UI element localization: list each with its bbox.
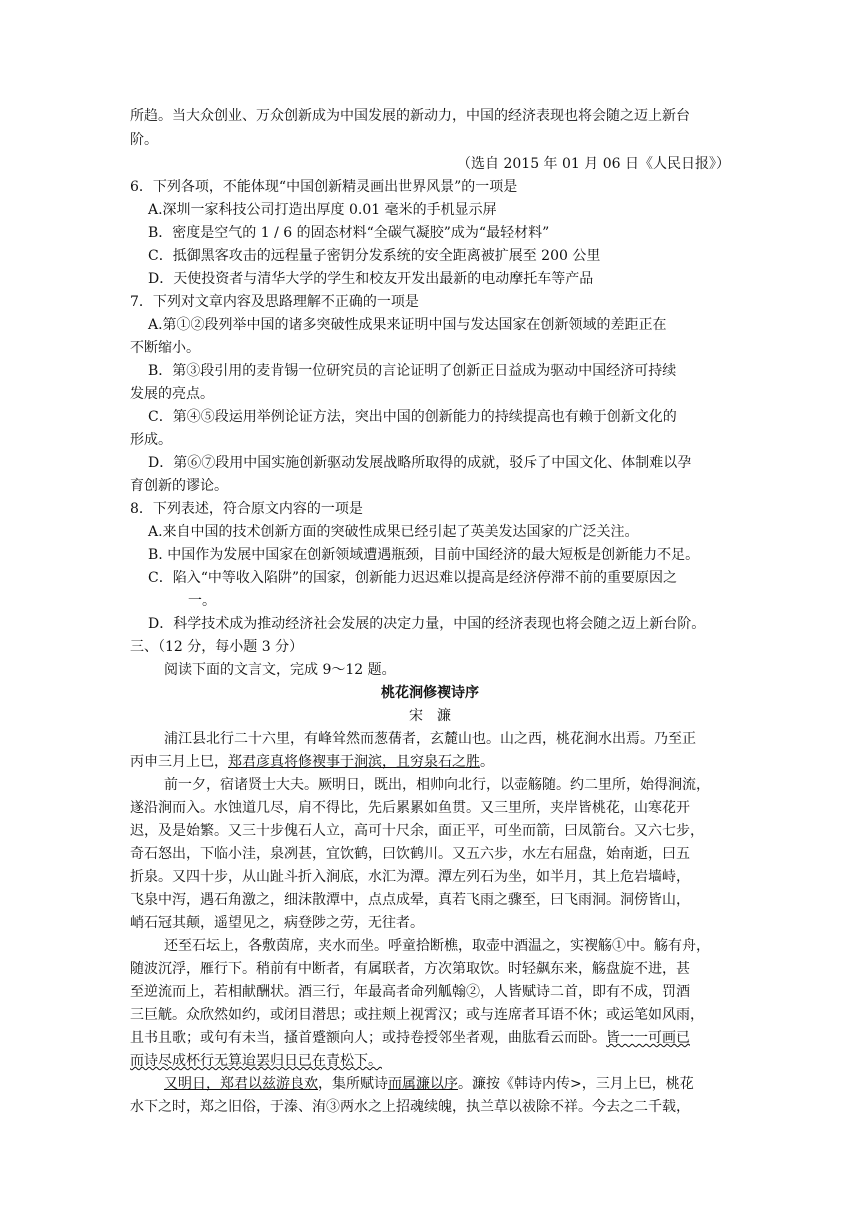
question-8-option-d: D．科学技术成为推动经济社会发展的决定力量，中国的经济表现也将会随之迈上新台阶。: [148, 616, 706, 632]
passage-text: 。濂按《韩诗内传>，三月上巳，桃花: [458, 1076, 694, 1092]
intro-line: 阶。: [130, 132, 158, 148]
section-instruction: 阅读下面的文言文，完成 9～12 题。: [164, 662, 396, 678]
question-8-option-b: B. 中国作为发展中国家在创新领域遭遇瓶颈，目前中国经济的最大短板是创新能力不足。: [148, 547, 700, 563]
passage-author: 宋 濂: [409, 708, 451, 724]
question-7-option-b: B．第③段引用的麦肯锡一位研究员的言论证明了创新正日益成为驱动中国经济可持续: [148, 363, 677, 379]
question-7-option-c: C．第④⑤段运用举例论证方法，突出中国的创新能力的持续提高也有赖于创新文化的: [148, 409, 677, 425]
question-7-option-a-cont: 不断缩小。: [130, 340, 200, 356]
question-8-option-a: A.来自中国的技术创新方面的突破性成果已经引起了英美发达国家的广泛关注。: [148, 524, 639, 540]
question-7-option-a: A.第①②段列举中国的诸多突破性成果来证明中国与发达国家在创新领域的差距正在: [148, 317, 667, 333]
question-8-option-c: C．陷入“中等收入陷阱”的国家，创新能力迟迟难以提高是经济停滞不前的重要原因之: [148, 570, 678, 586]
wavy-underlined-sentence: 而诗尽成杯行无算迨罢归日已在青松下。: [130, 1053, 382, 1069]
question-6-option-a: A.深圳一家科技公司打造出厚度 0.01 毫米的手机显示屏: [148, 202, 497, 218]
passage-line: 遂沿涧而入。水蚀道几尽，肩不得比，先后累累如鱼贯。又三里所，夹岸皆桃花，山寒花开: [130, 800, 690, 816]
passage-line: [130, 752, 494, 772]
passage-text: 且书且歌；或句有未当，搔首蹙额向人；或持卷授邻坐者观，曲肱看云而卧。: [130, 1030, 606, 1046]
passage-line: 水下之时，郑之旧俗，于溱、洧③两水之上招魂续魄，执兰草以祓除不祥。今去之二千载，: [130, 1099, 690, 1115]
question-7-option-d: D．第⑥⑦段用中国实施创新驱动发展战略所取得的成就，驳斥了中国文化、体制难以孕: [148, 455, 692, 471]
passage-line: 峭石冠其颠，遥望见之，病登陟之劳，无往者。: [130, 915, 424, 931]
underlined-phrase: 而属濂以序: [388, 1076, 458, 1092]
passage-line: 飞泉中泻，遇石角激之，细沫散潭中，点点成晕，真若飞雨之骤至，曰飞雨洞。洞傍皆山，: [130, 892, 690, 908]
passage-line: 浦江县北行二十六里，有峰耸然而葱蒨者，玄麓山也。山之西，桃花涧水出焉。乃至正: [164, 731, 696, 747]
passage-line: 随波沉浮，雁行下。稍前有中断者，有属联者，方次第取饮。时轻飙东来，觞盘旋不进，甚: [130, 961, 690, 977]
section-heading: 三、（12 分，每小题 3 分）: [130, 639, 304, 655]
underlined-phrase: 又明日，郑君以兹游良欢: [164, 1076, 318, 1092]
source-citation: （选自 2015 年 01 月 06 日《人民日报》）: [457, 156, 730, 172]
question-7-stem: 7．下列对文章内容及思路理解不正确的一项是: [130, 294, 419, 310]
passage-line: [164, 1074, 694, 1094]
question-7-option-d-cont: 育创新的谬论。: [130, 478, 228, 494]
passage-line: 折泉。又四十步，从山趾斗折入涧底，水汇为潭。潭左列石为坐，如半月，其上危岩墙峙，: [130, 869, 690, 885]
question-8-stem: 8．下列表述，符合原文内容的一项是: [130, 501, 363, 517]
passage-text: 丙申三月上巳，: [130, 754, 228, 770]
passage-line: 至逆流而上，若相献酬状。酒三行，年最高者命列觚翰②，人皆赋诗二首，即有不成，罚酒: [130, 984, 690, 1000]
passage-line: 还至石坛上，各敷茵席，夹水而坐。呼童拾断樵，取壶中酒温之，实褉觞①中。觞有舟，: [164, 938, 710, 954]
passage-text: 。: [480, 754, 494, 770]
passage-title: 桃花涧修褉诗序: [381, 685, 479, 701]
passage-line: 三巨觥。众欣然如约，或闭目潜思；或拄颊上视霄汉；或与连席者耳语不休；或运笔如风雨，: [130, 1007, 704, 1023]
passage-line: [130, 1028, 690, 1048]
question-6-option-b: B．密度是空气的 1 / 6 的固态材料“全碳气凝胶”成为“最轻材料”: [148, 225, 550, 241]
passage-line: 前一夕，宿诸贤士大夫。厥明日，既出，相帅向北行，以壶觞随。约二里所，始得涧流，: [164, 777, 710, 793]
question-6-option-d: D．天使投资者与清华大学的学生和校友开发出最新的电动摩托车等产品: [148, 271, 594, 287]
question-6-stem: 6．下列各项，不能体现“中国创新精灵画出世界风景”的一项是: [130, 179, 518, 195]
question-7-option-b-cont: 发展的亮点。: [130, 386, 214, 402]
passage-line: 迟，及是始繁。又三十步傀石人立，高可十尺余，面正平，可坐而箭，曰凤箭台。又六七步，: [130, 823, 704, 839]
passage-text: ，集所赋诗: [318, 1076, 388, 1092]
underlined-sentence: 郑君彦真将修褉事于涧滨，且穷泉石之胜: [228, 754, 480, 770]
passage-line: [130, 1051, 382, 1071]
passage-line: 奇石怒出，下临小洼，泉冽甚，宜饮鹤，曰饮鹤川。又五六步，水左右屈盘，始南逝，曰五: [130, 846, 690, 862]
intro-line: 所趋。当大众创业、万众创新成为中国发展的新动力，中国的经济表现也将会随之迈上新台: [130, 108, 690, 124]
question-7-option-c-cont: 形成。: [130, 432, 172, 448]
question-8-option-c-cont: 一。: [188, 593, 216, 609]
question-6-option-c: C．抵御黑客攻击的远程量子密钥分发系统的安全距离被扩展至 200 公里: [148, 248, 601, 264]
wavy-underlined-sentence: 皆一一可画已: [606, 1030, 690, 1046]
